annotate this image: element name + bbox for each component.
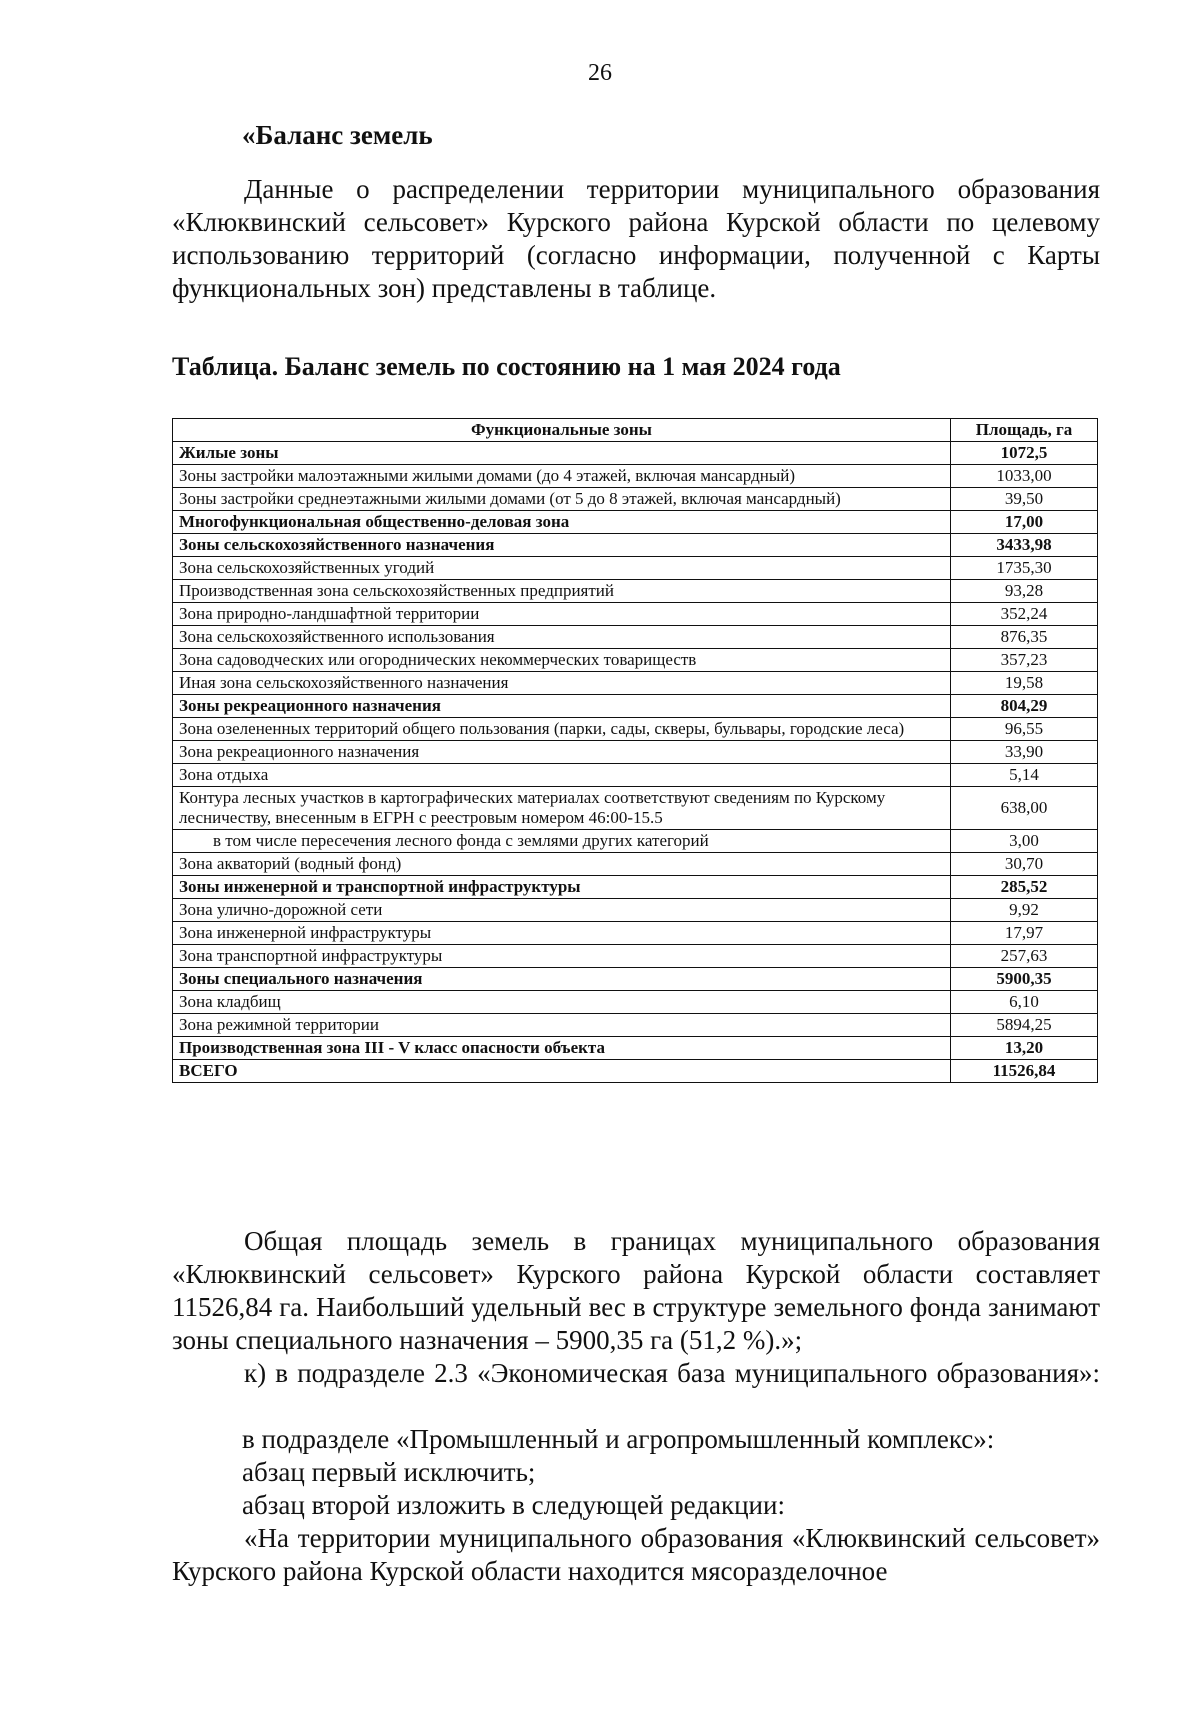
area-cell: 357,23 [951,649,1098,672]
table-row [173,830,1098,853]
zone-cell: Зона сельскохозяйственного использования [173,626,951,649]
zone-cell: Жилые зоны [173,442,951,465]
zone-cell: Зона улично-дорожной сети [173,899,951,922]
table-caption: Таблица. Баланс земель по состоянию на 1 мая 2024 года [172,352,841,381]
table-row [173,1014,1098,1037]
zone-cell: Иная зона сельскохозяйственного назначения [173,672,951,695]
instruction-line-2: абзац первый исключить; [242,1457,536,1487]
zone-cell: Контура лесных участков в картографических материалах соответствуют сведениям по Курскому лесничеству, внесенным в ЕГРН с реестровым номером 46:00-15.5 [173,787,951,830]
zone-cell: Зоны инженерной и транспортной инфраструктуры [173,876,951,899]
area-cell: 5894,25 [951,1014,1098,1037]
area-cell: 17,97 [951,922,1098,945]
zone-cell: Зона отдыха [173,764,951,787]
zone-cell: Зона транспортной инфраструктуры [173,945,951,968]
zone-cell: в том числе пересечения лесного фонда с землями других категорий [173,830,951,853]
instruction-line-1: в подразделе «Промышленный и агропромышленный комплекс»: [242,1424,995,1454]
page-number: 26 [588,60,612,86]
zone-cell: Зона инженерной инфраструктуры [173,922,951,945]
instruction-line-3: абзац второй изложить в следующей редакции: [242,1490,785,1520]
area-cell: 3433,98 [951,534,1098,557]
area-cell: 876,35 [951,626,1098,649]
zone-cell: Многофункциональная общественно-деловая зона [173,511,951,534]
table-row [173,876,1098,899]
zone-cell: Зона кладбищ [173,991,951,1014]
area-cell: 1072,5 [951,442,1098,465]
zone-cell: Зона акваторий (водный фонд) [173,853,951,876]
zone-cell: Зоны рекреационного назначения [173,695,951,718]
zone-cell: Зона природно-ландшафтной территории [173,603,951,626]
zone-cell: Зона сельскохозяйственных угодий [173,557,951,580]
area-cell: 285,52 [951,876,1098,899]
table-header-row [173,419,1098,442]
summary-paragraph: Общая площадь земель в границах муниципального образования «Клюквинский сельсовет» Курского района Курской области составляет 11526,84 га. Наибольший удельный вес в структуре земельного фонда занимают зоны специального назначения – 5900,35 га (51,2 %).»; [172,1226,1100,1355]
area-cell: 93,28 [951,580,1098,603]
zone-cell: ВСЕГО [173,1060,951,1083]
area-cell: 19,58 [951,672,1098,695]
area-cell: 5900,35 [951,968,1098,991]
area-cell: 33,90 [951,741,1098,764]
area-cell: 17,00 [951,511,1098,534]
table-row [173,991,1098,1014]
area-cell: 30,70 [951,853,1098,876]
zone-cell: Зоны сельскохозяйственного назначения [173,534,951,557]
table-row [173,534,1098,557]
section-heading: «Баланс земель [242,120,433,150]
area-cell: 13,20 [951,1037,1098,1060]
zone-cell: Зоны застройки малоэтажными жилыми домами (до 4 этажей, включая мансардный) [173,465,951,488]
area-cell: 352,24 [951,603,1098,626]
table-row [173,787,1098,830]
zone-cell: Зона рекреационного назначения [173,741,951,764]
table-row [173,672,1098,695]
table-row [173,442,1098,465]
area-cell: 804,29 [951,695,1098,718]
table-row [173,922,1098,945]
area-cell: 5,14 [951,764,1098,787]
zone-cell: Зоны застройки среднеэтажными жилыми домами (от 5 до 8 этажей, включая мансардный) [173,488,951,511]
header-area: Площадь, га [951,419,1098,442]
area-cell: 257,63 [951,945,1098,968]
zone-cell: Зона режимной территории [173,1014,951,1037]
table-row [173,718,1098,741]
table-row [173,649,1098,672]
zone-cell: Производственная зона III - V класс опасности объекта [173,1037,951,1060]
table-row [173,899,1098,922]
area-cell: 1033,00 [951,465,1098,488]
area-cell: 6,10 [951,991,1098,1014]
table-row [173,626,1098,649]
area-cell: 96,55 [951,718,1098,741]
table-row [173,764,1098,787]
total-row [173,1060,1098,1083]
zone-cell: Зона озелененных территорий общего пользования (парки, сады, скверы, бульвары, городские леса) [173,718,951,741]
table-row [173,557,1098,580]
table-row [173,695,1098,718]
area-cell: 1735,30 [951,557,1098,580]
table-row [173,1037,1098,1060]
intro-paragraph: Данные о распределении территории муниципального образования «Клюквинский сельсовет» Курского района Курской области по целевому использованию территорий (согласно информации, полученной с Карты функциональных зон) представлены в таблице. [172,174,1100,303]
item-k-paragraph: к) в подразделе 2.3 «Экономическая база муниципального образования»: [244,1358,1100,1388]
area-cell: 39,50 [951,488,1098,511]
zone-cell: Зона садоводческих или огороднических некоммерческих товариществ [173,649,951,672]
header-zone: Функциональные зоны [173,419,951,442]
table-row [173,511,1098,534]
table-row [173,741,1098,764]
table-row [173,853,1098,876]
final-paragraph: «На территории муниципального образования «Клюквинский сельсовет» Курского района Курской области находится мясоразделочное [172,1523,1100,1586]
land-balance-table [172,418,1098,1083]
table-row [173,603,1098,626]
area-cell: 9,92 [951,899,1098,922]
area-cell: 11526,84 [951,1060,1098,1083]
table-row [173,465,1098,488]
table-row [173,488,1098,511]
table-row [173,968,1098,991]
zone-cell: Производственная зона сельскохозяйственных предприятий [173,580,951,603]
table-row [173,580,1098,603]
area-cell: 3,00 [951,830,1098,853]
zone-cell: Зоны специального назначения [173,968,951,991]
area-cell: 638,00 [951,787,1098,830]
table-row [173,945,1098,968]
